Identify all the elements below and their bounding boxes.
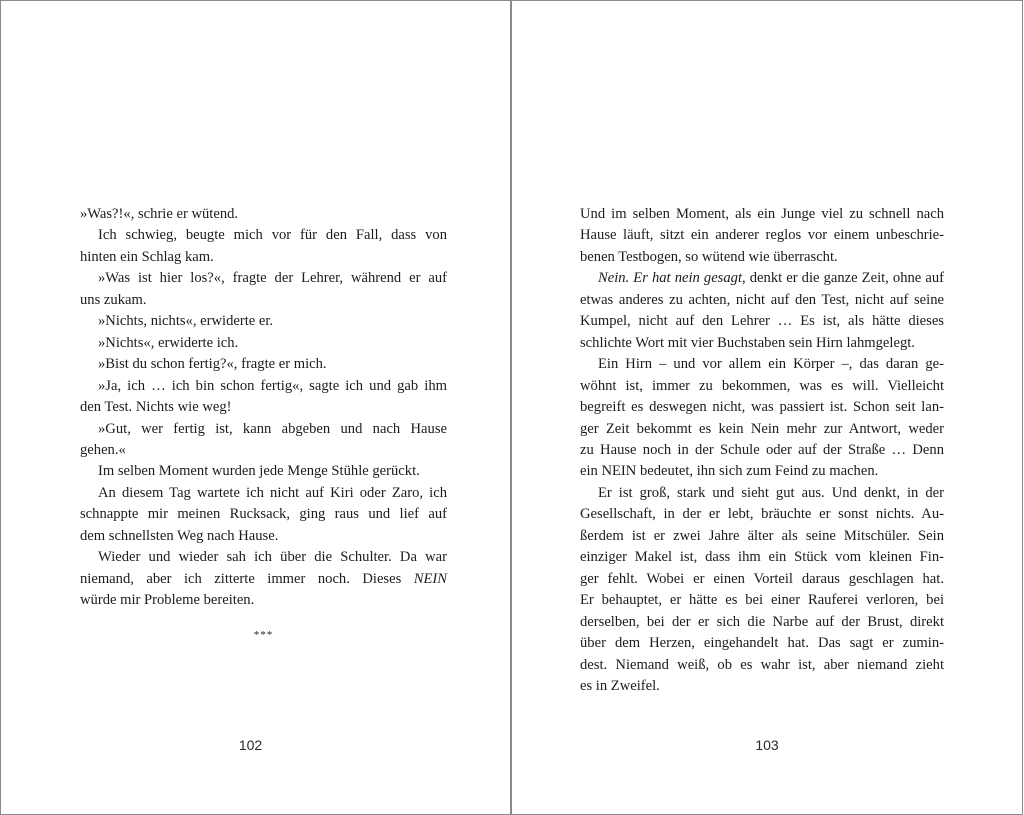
text-line [580,333,944,354]
text-line [580,461,944,482]
line-text: »Ja, ich … ich bin schon fertig«, sagte ich und gab ihm [98,377,447,394]
text-line [580,376,944,397]
line-text: Und im selben Moment, als ein Junge viel zu schnell nach [580,206,944,222]
line-text: gehen.« [80,441,126,458]
line-text: Ein Hirn – und vor allem ein Körper –, das daran ge- [598,356,944,373]
text-line [80,483,447,504]
line-text: schlichte Wort mit vier Buchstaben sein Hirn lahmgelegt. [580,334,915,351]
line-text: über dem Herzen, eingehandelt hat. Das sagt er zumin- [580,635,944,652]
line-text: »Nichts«, erwiderte ich. [98,334,239,351]
line-text: »Was?!«, schrie er wütend. [80,206,239,222]
text-line [580,483,944,504]
line-text: derselben, bei der er sich die Narbe auf der Brust, direkt [580,613,944,630]
line-text: Er behauptet, er hätte es bei einer Rauferei verloren, bei [580,592,944,609]
text-line [80,354,447,375]
text-line [80,333,447,354]
text-line [580,290,944,311]
text-line [580,440,944,461]
text-line [580,655,944,676]
text-line [80,397,447,418]
text-line [580,354,944,375]
right-page-text [580,204,944,697]
text-line [580,526,944,547]
line-text: An diesem Tag wartete ich nicht auf Kiri oder Zaro, ich [98,484,447,501]
text-line [80,225,447,246]
line-text: »Nichts, nichts«, erwiderte er. [98,313,274,330]
text-line [80,590,447,611]
text-line [580,569,944,590]
text-line [80,376,447,397]
left-page [0,0,511,815]
italic-text: NEIN [413,570,447,587]
text-line [80,247,447,268]
page-number-right: 103 [755,737,779,753]
line-text: ßerdem ist er zwei Jahre älter als seine Mitschüler. Sein [580,527,944,544]
text-line [580,204,944,225]
line-text: schnappte mir meinen Rucksack, ging raus und lief auf [80,506,447,523]
text-line [580,311,944,332]
line-text: Hause läuft, sitzt ein anderer reglos vor einem unbeschrie- [580,227,944,244]
text-line [80,290,447,311]
line-text: dem schnellsten Weg nach Hause. [80,527,279,544]
text-line [80,268,447,289]
line-text: zu Hause noch in der Schule oder auf der Straße … Denn [580,441,944,458]
text-line [80,461,447,482]
page-number-left: 102 [238,737,263,753]
line-text: begreift es deswegen nicht, was passiert ist. Schon seit lan- [580,399,944,416]
line-text: Ich schwieg, beugte mich vor für den Fall, dass von [98,227,447,244]
line-text: ger Zeit bekommt es kein Nein mehr zur Antwort, weder [580,420,944,437]
line-text: etwas anderes zu achten, nicht auf den Test, nicht auf seine [580,291,944,308]
text-line [580,547,944,568]
text-line [580,612,944,633]
line-text: Wieder und wieder sah ich über die Schulter. Da war [98,549,447,566]
section-break-asterism: *** [253,629,274,641]
line-text: »Was ist hier los?«, fragte der Lehrer, während er auf [98,270,447,287]
text-line [580,633,944,654]
text-line [580,225,944,246]
line-text: Er ist groß, stark und sieht gut aus. Und denkt, in der [598,484,944,501]
text-line [80,569,447,590]
text-line [80,504,447,525]
line-text: Gesellschaft, in der er lebt, bräuchte er sonst nichts. Au- [580,506,944,523]
text-line [580,247,944,268]
text-line [80,419,447,440]
text-line [80,440,447,461]
italic-text: Nein. Er hat nein gesagt [598,270,743,287]
text-line [80,204,447,225]
text-line [580,419,944,440]
text-line [80,526,447,547]
text-line [580,268,944,289]
text-line [580,504,944,525]
left-page-text [80,204,447,612]
line-text: würde mir Probleme bereiten. [80,592,255,609]
line-text: hinten ein Schlag kam. [80,248,214,265]
line-text: dest. Niemand weiß, ob es wahr ist, aber niemand zieht [580,656,944,673]
line-text: es in Zweifel. [580,677,660,694]
line-text: , denkt er die ganze Zeit, ohne auf [742,270,944,287]
line-text: »Gut, wer fertig ist, kann abgeben und nach Hause [98,420,447,437]
line-text: uns zukam. [80,291,147,308]
text-line [80,311,447,332]
line-text: Kumpel, nicht auf den Lehrer … Es ist, als hätte dieses [580,313,944,330]
line-text: wöhnt ist, immer zu bekommen, was es will. Vielleicht [580,377,944,394]
line-text: benen Testbogen, so wütend wie überrascht. [580,248,838,265]
text-line [580,397,944,418]
right-page [512,0,1023,815]
line-text: Im selben Moment wurden jede Menge Stühle gerückt. [98,463,420,480]
text-line [580,590,944,611]
text-line [580,676,944,697]
line-text: niemand, aber ich zitterte immer noch. Dieses [80,570,414,587]
line-text: ein NEIN bedeutet, ihn sich zum Feind zu machen. [580,463,879,480]
text-line [80,547,447,568]
line-text: »Bist du schon fertig?«, fragte er mich. [98,356,327,373]
line-text: ger fehlt. Wobei er einen Vorteil daraus geschlagen hat. [580,570,944,587]
line-text: den Test. Nichts wie weg! [80,399,232,416]
line-text: einziger Makel ist, dass ihm ein Stück vom kleinen Fin- [580,549,944,566]
